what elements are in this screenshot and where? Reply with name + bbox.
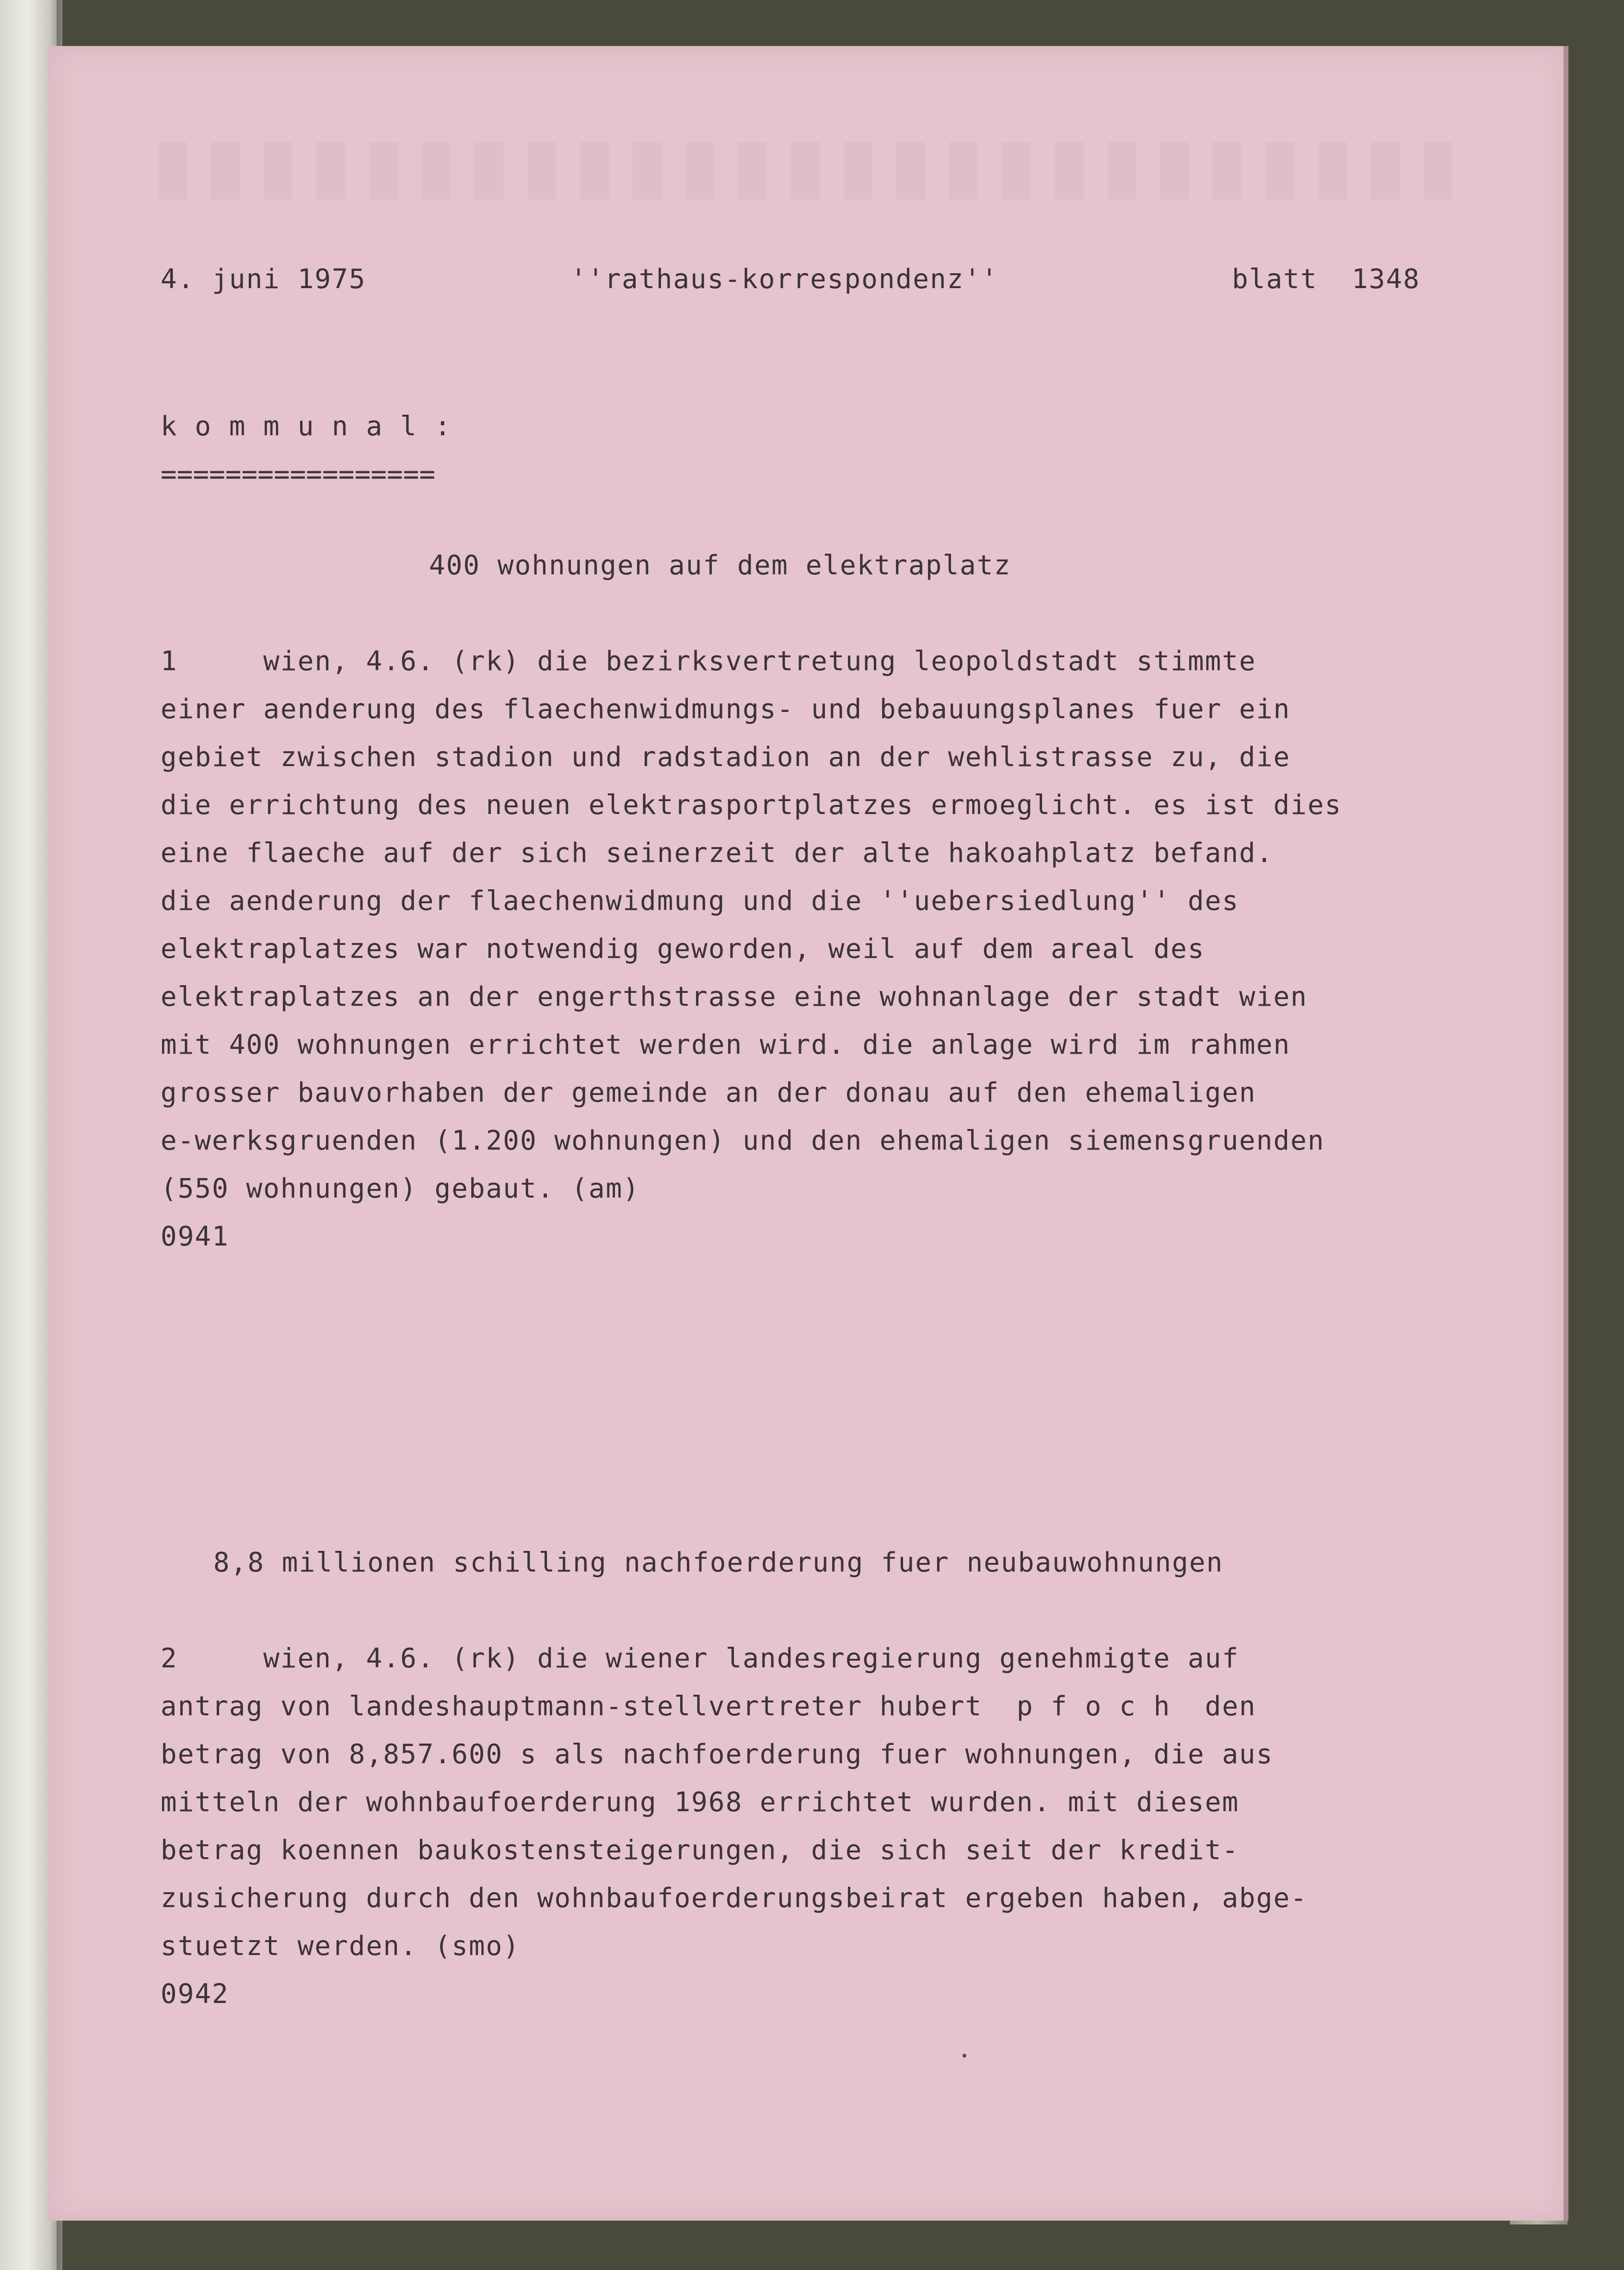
- header-date: 4. juni 1975: [161, 264, 366, 295]
- page-edge-shadow: [1564, 46, 1572, 2221]
- article-1-line: elektraplatzes an der engerthstrasse eine wohnanlage der stadt wien: [161, 981, 1308, 1013]
- article-1-line: eine flaeche auf der sich seinerzeit der alte hakoahplatz befand.: [161, 838, 1274, 869]
- article-2-line: mitteln der wohnbaufoerderung 1968 errichtet wurden. mit diesem: [161, 1787, 1240, 1818]
- section-heading-underline: =================: [161, 459, 436, 490]
- article-1-line: gebiet zwischen stadion und radstadion an der wehlistrasse zu, die: [161, 742, 1291, 773]
- article-2-line: stuetzt werden. (smo): [161, 1931, 521, 1962]
- article-2-line: antrag von landeshauptmann-stellvertreter hubert p f o c h den: [161, 1691, 1256, 1722]
- article-1-line: (550 wohnungen) gebaut. (am): [161, 1173, 640, 1204]
- article-2-line: betrag von 8,857.600 s als nachfoerderung fuer wohnungen, die aus: [161, 1739, 1274, 1770]
- article-1-line: e-werksgruenden (1.200 wohnungen) und den ehemaligen siemensgruenden: [161, 1125, 1325, 1156]
- show-through-text: [158, 142, 1452, 199]
- article-1-line: elektraplatzes war notwendig geworden, weil auf dem areal des: [161, 933, 1205, 965]
- article-1-line: mit 400 wohnungen errichtet werden wird. die anlage wird im rahmen: [161, 1029, 1291, 1060]
- article-1-line: einer aenderung des flaechenwidmungs- und bebauungsplanes fuer ein: [161, 694, 1291, 725]
- article-1-line: die errichtung des neuen elektrasportplatzes ermoeglicht. es ist dies: [161, 790, 1342, 821]
- paper-speck: [963, 2054, 966, 2058]
- article-2-line: zusicherung durch den wohnbaufoerderungsbeirat ergeben haben, abge-: [161, 1883, 1308, 1914]
- article-1-line: die aenderung der flaechenwidmung und die ''uebersiedlung'' des: [161, 885, 1240, 917]
- article-2-title: 8,8 millionen schilling nachfoerderung fuer neubauwohnungen: [213, 1547, 1224, 1578]
- article-1-title: 400 wohnungen auf dem elektraplatz: [429, 550, 1011, 581]
- article-1-line: grosser bauvorhaben der gemeinde an der donau auf den ehemaligen: [161, 1077, 1256, 1108]
- article-1-line: 1 wien, 4.6. (rk) die bezirksvertretung leopoldstadt stimmte: [161, 646, 1256, 677]
- article-2-line: 2 wien, 4.6. (rk) die wiener landesregierung genehmigte auf: [161, 1643, 1240, 1674]
- header-sheet-number: blatt 1348: [1232, 264, 1420, 295]
- article-1-code: 0941: [161, 1221, 229, 1252]
- article-2-code: 0942: [161, 1979, 229, 2010]
- header-publication: ''rathaus-korrespondenz'': [570, 264, 998, 295]
- article-2-line: betrag koennen baukostensteigerungen, die sich seit der kredit-: [161, 1835, 1240, 1866]
- section-heading: k o m m u n a l :: [161, 411, 452, 442]
